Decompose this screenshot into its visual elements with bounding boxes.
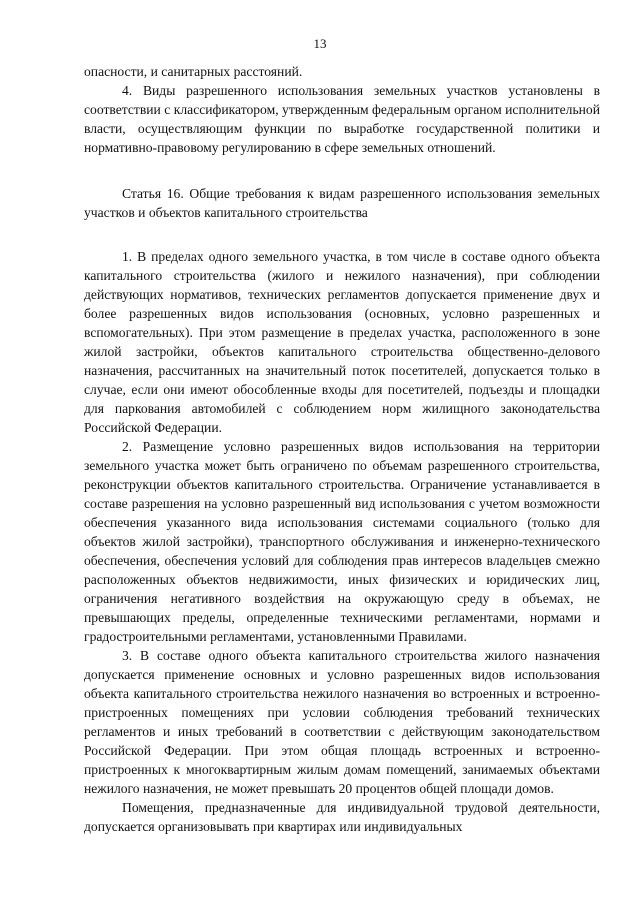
article-heading: Статья 16. Общие требования к видам разрешенного использования земельных участков и объектов капитального строительства bbox=[84, 186, 600, 220]
document-body bbox=[84, 62, 600, 836]
page-number: 13 bbox=[313, 36, 327, 51]
paragraph-premises: Помещения, предназначенные для индивидуальной трудовой деятельности, допускается организовывать при квартирах или индивидуальных bbox=[84, 800, 600, 834]
paragraph-continuation: опасности, и санитарных расстояний. bbox=[84, 64, 303, 79]
paragraph-item-3: 3. В составе одного объекта капитального строительства жилого назначения допускается применение основных и условно разрешенных видов использования объекта капитального строительства нежилого назначения во встроенных и встроенно-пристроенных помещениях при условии соблюдения требований технических регламентов и иных требований в соответствии с действующим законодательством Российской Федерации. При этом общая площадь встроенных и встроенно-пристроенных к многоквартирным жилым домам помещений, занимаемых объектами нежилого назначения, не может превышать 20 процентов общей площади домов. bbox=[84, 648, 600, 796]
paragraph-item-4: 4. Виды разрешенного использования земельных участков установлены в соответствии с классификатором, утвержденным федеральным органом исполнительной власти, осуществляющим функции по выработке государственной политики и нормативно-правовому регулированию в сфере земельных отношений. bbox=[84, 83, 600, 155]
paragraph-item-1: 1. В пределах одного земельного участка, в том числе в составе одного объекта капитального строительства (жилого и нежилого назначения), при соблюдении действующих нормативов, технических регламентов допускается применение двух и более разрешенных видов использования (основных, условно разрешенных и вспомогательных). При этом размещение в пределах участка, расположенного в зоне жилой застройки, объектов капитального строительства общественно-делового назначения, рассчитанных на значительный поток посетителей, допускается только в случае, если они имеют обособленные входы для посетителей, подъезды и площадки для паркования автомобилей с соблюдением норм жилищного законодательства Российской Федерации. bbox=[84, 249, 600, 435]
paragraph-item-2: 2. Размещение условно разрешенных видов использования на территории земельного участка может быть ограничено по объемам разрешенного строительства, реконструкции объектов капитального строительства. Ограничение устанавливается в составе разрешения на условно разрешенный вид использования с учетом возможности обеспечения указанного вида использования системами социального (только для объектов жилой застройки), транспортного обслуживания и инженерно-технического обеспечения, обеспечения условий для соблюдения прав интересов владельцев смежно расположенных объектов недвижимости, иных физических и юридических лиц, ограничения негативного воздействия на окружающую среду в объемах, не превышающих пределы, определенные техническими регламентами, нормами и градостроительными регламентами, установленными Правилами. bbox=[84, 439, 600, 644]
